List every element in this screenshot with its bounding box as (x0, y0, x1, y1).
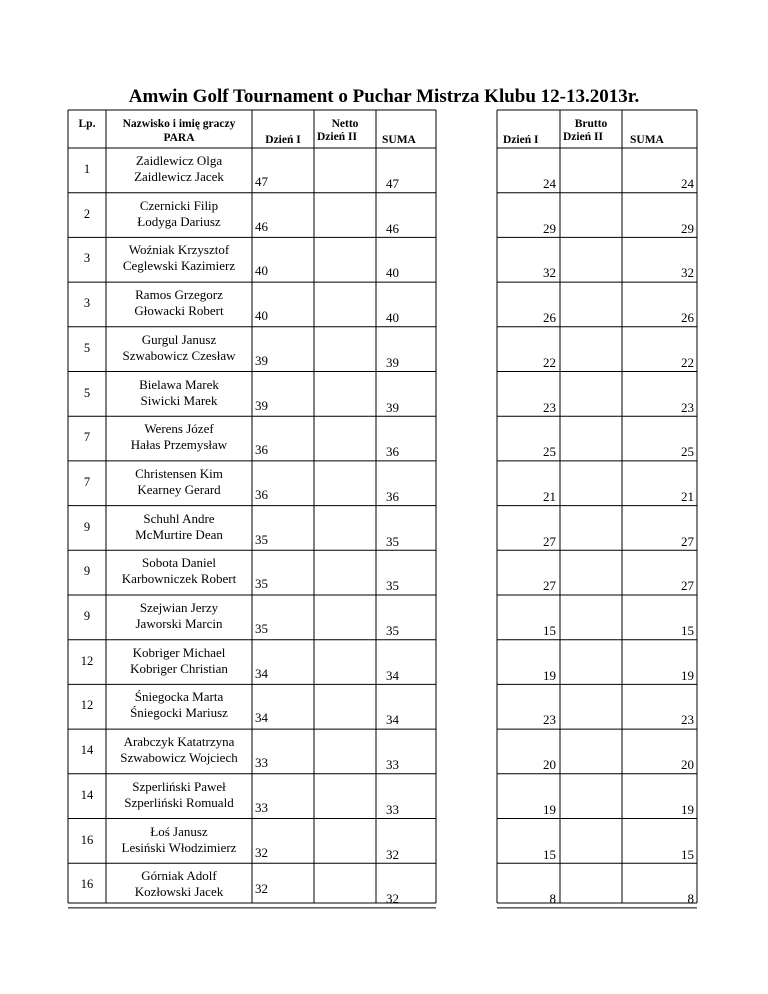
row-lp: 7 (83, 474, 91, 489)
row-lp: 14 (80, 743, 94, 758)
row-netto-suma: 33 (386, 757, 399, 773)
row-netto-suma: 34 (386, 667, 399, 683)
row-player-1: Christensen Kim (135, 465, 223, 481)
row-netto-suma: 40 (386, 310, 399, 326)
row-brutto-day1: 24 (543, 176, 556, 191)
row-netto-day1: 33 (255, 755, 268, 771)
header-lp: Lp. (78, 118, 96, 130)
row-brutto-suma: 20 (681, 757, 694, 773)
row-lp: 7 (83, 430, 91, 445)
row-netto-day1: 33 (255, 799, 268, 815)
row-brutto-day1: 22 (543, 354, 556, 370)
row-brutto-suma: 21 (681, 488, 694, 504)
row-brutto-suma: 27 (681, 578, 694, 594)
row-player-1: Zaidlewicz Olga (135, 153, 223, 168)
header-brutto: Brutto (574, 118, 608, 130)
row-brutto-day1: 19 (543, 667, 556, 683)
row-player-2: Łodyga Dariusz (137, 213, 221, 229)
row-netto-day1: 40 (255, 308, 268, 324)
row-netto-suma: 36 (386, 444, 399, 460)
row-netto-suma: 34 (386, 712, 399, 728)
row-player-2: Kearney Gerard (137, 481, 221, 497)
row-netto-day1: 35 (255, 576, 268, 592)
row-brutto-day1: 29 (543, 220, 556, 236)
header-netto: Netto (331, 118, 359, 130)
row-brutto-suma: 19 (681, 801, 694, 817)
row-player-2: Lesiński Włodzimierz (121, 839, 237, 855)
row-player-2: Kozłowski Jacek (134, 884, 224, 900)
row-netto-day1: 47 (255, 174, 268, 189)
row-netto-suma: 32 (386, 891, 399, 907)
header-netto-suma: SUMA (382, 134, 416, 146)
row-player-1: Schuhl Andre (143, 510, 215, 526)
row-brutto-suma: 27 (681, 533, 694, 549)
row-netto-day1: 35 (255, 531, 268, 547)
row-brutto-day1: 27 (543, 533, 556, 549)
row-lp: 12 (80, 653, 94, 668)
row-netto-suma: 35 (386, 533, 399, 549)
row-player-1: Ramos Grzegorz (135, 287, 223, 303)
row-netto-day1: 34 (255, 710, 268, 726)
row-brutto-day1: 27 (543, 578, 556, 594)
row-netto-suma: 36 (386, 488, 399, 504)
header-brutto-suma: SUMA (630, 134, 664, 146)
row-brutto-suma: 22 (681, 354, 694, 370)
row-player-2: Ceglewski Kazimierz (122, 258, 236, 274)
row-netto-suma: 35 (386, 623, 399, 638)
row-player-2: Karbowniczek Robert (121, 571, 237, 587)
row-brutto-day1: 25 (543, 444, 556, 460)
row-player-2: Jaworski Marcin (135, 616, 223, 631)
row-netto-day1: 39 (255, 352, 268, 368)
row-netto-day1: 34 (255, 665, 268, 681)
row-netto-suma: 47 (386, 176, 399, 191)
header-names-line2: PARA (163, 132, 195, 144)
row-lp: 3 (83, 251, 91, 266)
row-player-1: Szejwian Jerzy (139, 600, 219, 615)
row-brutto-suma: 23 (681, 712, 694, 728)
row-brutto-day1: 26 (543, 310, 556, 326)
row-brutto-suma: 26 (681, 310, 694, 326)
row-lp: 1 (83, 162, 91, 176)
row-netto-day1: 46 (255, 218, 268, 234)
row-netto-suma: 33 (386, 801, 399, 817)
row-netto-suma: 35 (386, 578, 399, 594)
row-lp: 5 (83, 385, 91, 400)
row-lp: 9 (83, 519, 91, 534)
row-player-1: Szperliński Paweł (132, 778, 226, 794)
header-brutto-day1: Dzień I (503, 134, 539, 146)
row-netto-day1: 36 (255, 442, 268, 458)
row-player-1: Woźniak Krzysztof (128, 242, 230, 258)
row-brutto-day1: 23 (543, 399, 556, 415)
row-lp: 16 (80, 877, 94, 892)
row-brutto-day1: 15 (543, 623, 556, 638)
row-player-1: Gurgul Janusz (141, 331, 217, 347)
row-brutto-day1: 19 (543, 801, 556, 817)
row-netto-suma: 32 (386, 846, 399, 862)
row-player-1: Arabczyk Katatrzyna (123, 734, 235, 750)
row-brutto-day1: 8 (549, 891, 556, 907)
row-player-2: Kobriger Christian (130, 660, 228, 676)
header-brutto-day2: Dzień II (563, 131, 603, 143)
row-player-2: Szwabowicz Wojciech (120, 750, 238, 766)
row-netto-suma: 39 (386, 399, 399, 415)
header-names-line1: Nazwisko i imię graczy (122, 118, 236, 130)
row-player-2: Szperliński Romuald (124, 794, 234, 810)
row-player-2: Hałas Przemysław (130, 437, 228, 453)
row-lp: 9 (83, 564, 91, 579)
row-lp: 16 (80, 832, 94, 847)
row-brutto-day1: 20 (543, 757, 556, 773)
row-player-1: Kobriger Michael (132, 644, 226, 660)
row-brutto-suma: 8 (687, 891, 694, 907)
row-player-2: Szwabowicz Czesław (122, 347, 236, 363)
row-brutto-day1: 21 (543, 488, 556, 504)
row-brutto-suma: 32 (681, 265, 694, 281)
row-brutto-suma: 15 (681, 623, 694, 638)
row-brutto-suma: 23 (681, 399, 694, 415)
row-netto-day1: 39 (255, 397, 268, 413)
page-title: Amwin Golf Tournament o Puchar Mistrza Klubu 12-13.2013r. (128, 86, 640, 107)
header-netto-day2: Dzień II (317, 131, 357, 143)
row-netto-suma: 39 (386, 354, 399, 370)
row-player-2: Zaidlewicz Jacek (134, 169, 224, 184)
row-player-1: Sobota Daniel (141, 555, 216, 571)
row-lp: 14 (80, 787, 94, 802)
row-player-1: Łoś Janusz (150, 823, 208, 839)
row-player-1: Werens Józef (144, 421, 214, 437)
row-brutto-day1: 15 (543, 846, 556, 862)
row-player-1: Górniak Adolf (141, 868, 217, 884)
row-brutto-suma: 29 (681, 220, 694, 236)
row-brutto-day1: 32 (543, 265, 556, 281)
row-netto-suma: 46 (386, 220, 399, 236)
header-netto-day1: Dzień I (265, 134, 301, 146)
row-player-2: Głowacki Robert (134, 303, 224, 319)
row-brutto-suma: 15 (681, 846, 694, 862)
row-lp: 2 (83, 206, 91, 221)
row-player-1: Bielawa Marek (139, 376, 219, 392)
row-netto-day1: 36 (255, 486, 268, 502)
row-netto-day1: 40 (255, 263, 268, 279)
row-netto-day1: 32 (255, 844, 268, 860)
row-brutto-suma: 24 (681, 176, 694, 191)
row-player-2: Siwicki Marek (140, 392, 218, 408)
row-netto-day1: 35 (255, 621, 268, 636)
row-player-1: Czernicki Filip (139, 197, 219, 213)
row-brutto-day1: 23 (543, 712, 556, 728)
row-brutto-suma: 19 (681, 667, 694, 683)
row-lp: 5 (83, 340, 91, 355)
row-netto-day1: 32 (255, 881, 268, 897)
row-netto-suma: 40 (386, 265, 399, 281)
row-player-2: Śniegocki Mariusz (130, 705, 228, 721)
row-lp: 9 (83, 609, 91, 623)
row-lp: 3 (83, 296, 91, 311)
row-lp: 12 (80, 698, 94, 713)
row-player-2: McMurtire Dean (135, 526, 223, 542)
row-player-1: Śniegocka Marta (134, 689, 224, 705)
row-brutto-suma: 25 (681, 444, 694, 460)
